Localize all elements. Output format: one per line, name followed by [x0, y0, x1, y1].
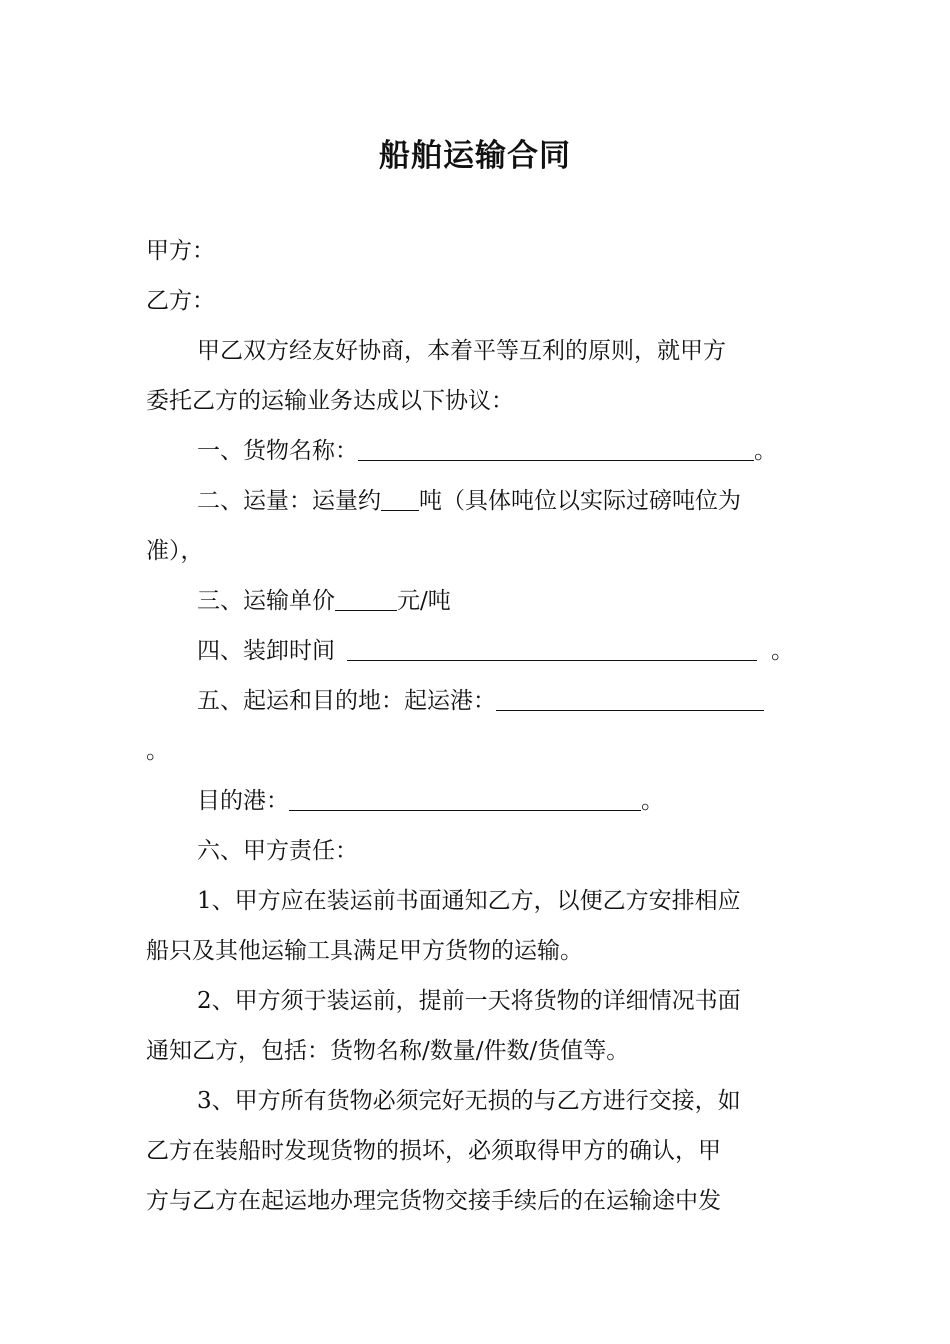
unit-price-blank: [335, 588, 397, 611]
clause-volume: [197, 486, 741, 516]
loading-time-label: 四、装卸时间: [197, 638, 335, 664]
loading-time-blank: [347, 638, 757, 661]
loading-time-end: 。: [771, 638, 794, 664]
clause-route: [197, 686, 764, 716]
unit-price-label: 三、运输单价: [197, 588, 335, 614]
duty-3-line-1: 3、甲方所有货物必须完好无损的与乙方进行交接，如: [197, 1088, 741, 1114]
duty-1-line-2: 船只及其他运输工具满足甲方货物的运输。: [146, 938, 583, 964]
destination-end: 。: [641, 788, 664, 814]
unit-price-unit: 元/吨: [397, 588, 451, 614]
goods-name-label: 一、货物名称：: [197, 438, 358, 464]
party-b-line: 乙方：: [146, 288, 215, 314]
clause-unit-price: [197, 586, 451, 616]
route-label: 五、起运和目的地：起运港：: [197, 688, 496, 714]
clause-loading-time: [197, 636, 794, 666]
volume-blank: [381, 488, 419, 511]
origin-port-blank: [496, 688, 764, 711]
party-a-line: 甲方：: [146, 238, 215, 264]
intro-line-1: 甲乙双方经友好协商，本着平等互利的原则，就甲方: [197, 338, 726, 364]
duty-3-line-2: 乙方在装船时发现货物的损坏，必须取得甲方的确认，甲: [146, 1138, 721, 1164]
clause-goods-name: [197, 436, 777, 466]
route-cont: 。: [146, 738, 169, 764]
duty-2-line-1: 2、甲方须于装运前，提前一天将货物的详细情况书面: [197, 988, 741, 1014]
intro-line-2: 委托乙方的运输业务达成以下协议：: [146, 388, 514, 414]
volume-note: 吨（具体吨位以实际过磅吨位为: [419, 488, 741, 514]
party-a-duties-heading: 六、甲方责任：: [197, 838, 358, 864]
duty-1-line-1: 1、甲方应在装运前书面通知乙方，以便乙方安排相应: [197, 888, 741, 914]
duty-3-line-3: 方与乙方在起运地办理完货物交接手续后的在运输途中发: [146, 1188, 721, 1214]
volume-label: 二、运量：运量约: [197, 488, 381, 514]
destination-label: 目的港：: [197, 788, 289, 814]
destination-port-blank: [289, 788, 641, 811]
goods-name-end: 。: [754, 438, 777, 464]
contract-title: 船舶运输合同: [379, 138, 571, 174]
volume-note-cont: 准），: [146, 538, 204, 564]
destination-port-line: [197, 786, 664, 816]
duty-2-line-2: 通知乙方，包括：货物名称/数量/件数/货值等。: [146, 1038, 630, 1064]
goods-name-blank: [358, 438, 754, 461]
